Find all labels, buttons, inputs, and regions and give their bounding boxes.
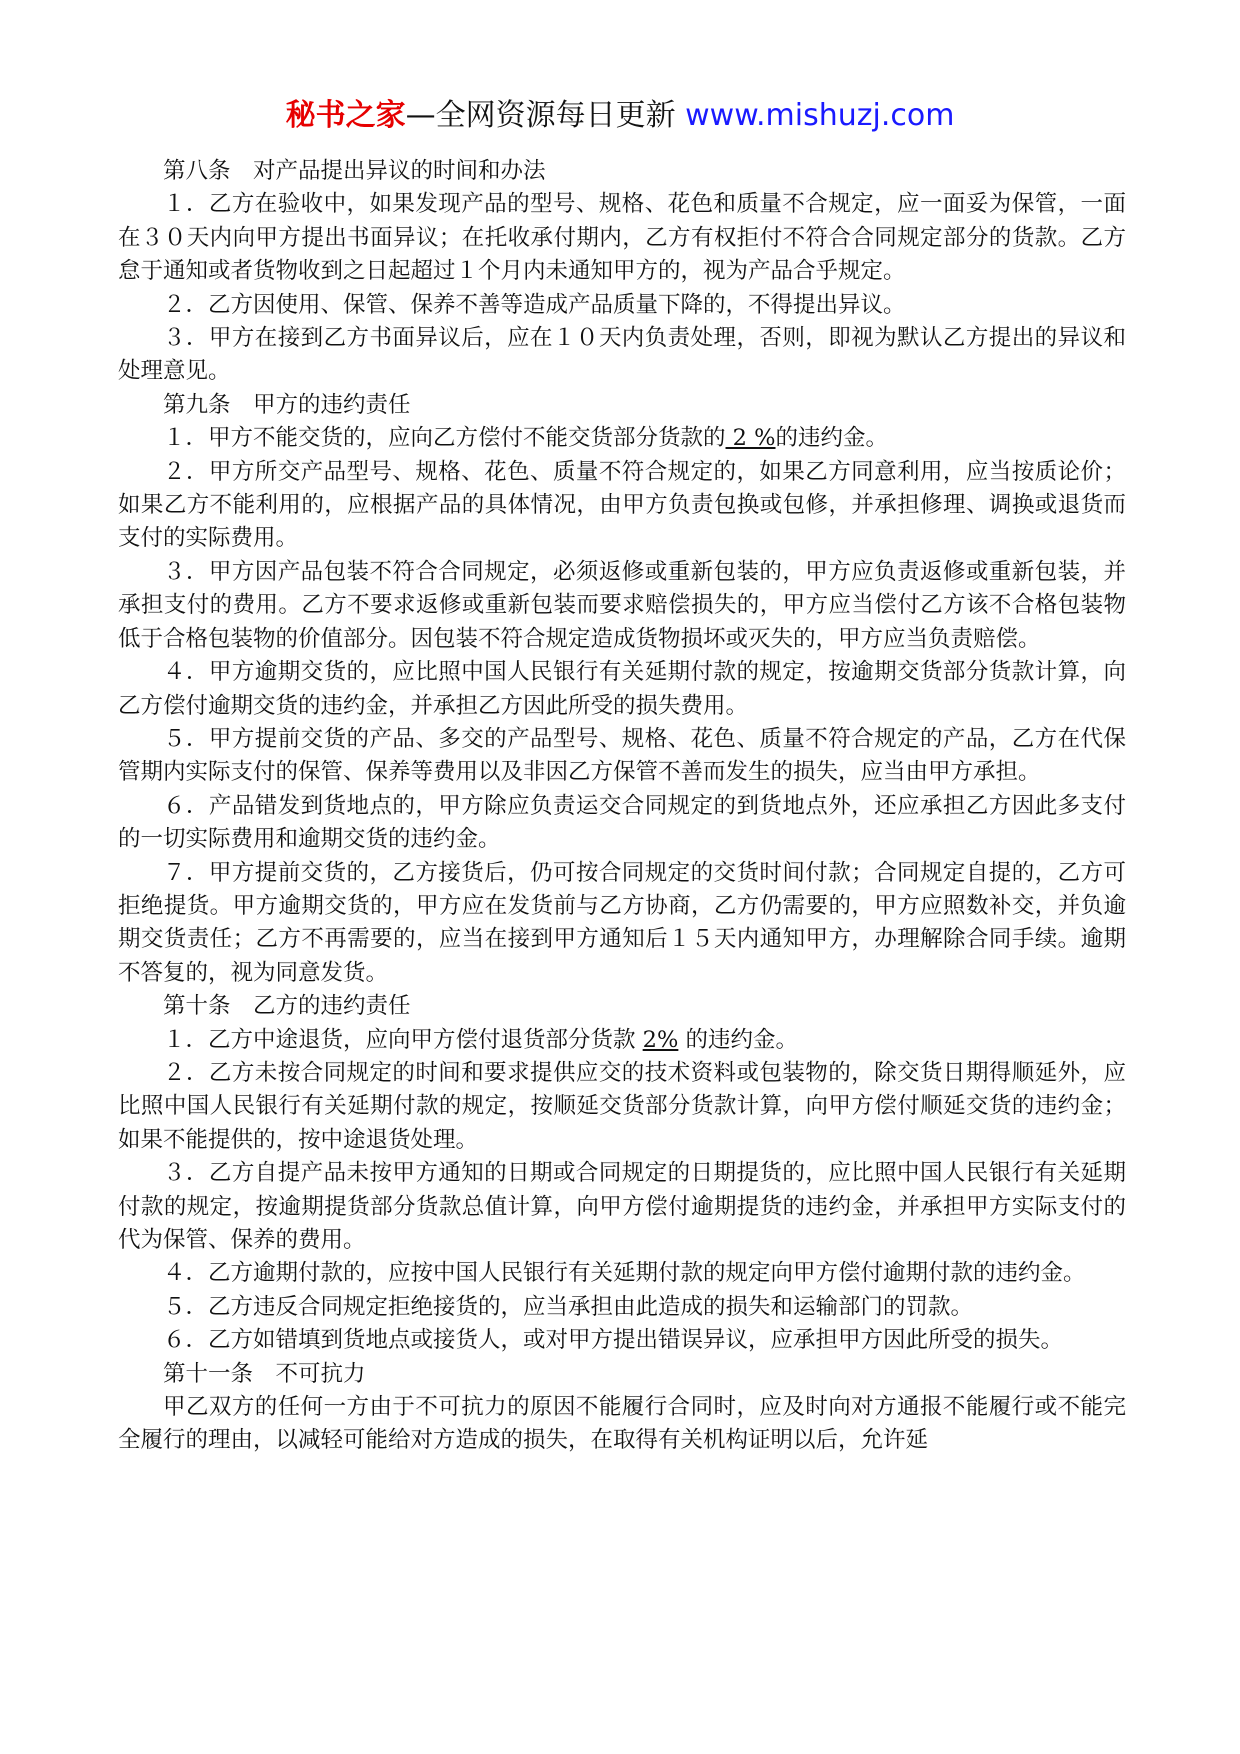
penalty-rate-value: 2 % [725,425,776,452]
article-10-paragraph-3: ３．乙方自提产品未按甲方通知的日期或合同规定的日期提货的，应比照中国人民银行有关延期付款的规定，按逾期提货部分货款总值计算，向甲方偿付逾期提货的违约金，并承担甲方实际支付的代为保管、保养的费用。 [118,1160,1126,1253]
article-8-paragraph-1: １．乙方在验收中，如果发现产品的型号、规格、花色和质量不合规定，应一面妥为保管，一面在３０天内向甲方提出书面异议；在托收承付期内，乙方有权拒付不符合合同规定部分的货款。乙方怠于通知或者货物收到之日起超过１个月内未通知甲方的，视为产品合乎规定。 [118,191,1126,285]
return-penalty-rate-value: 2% [642,1026,679,1053]
article-10-paragraph-4: ４．乙方逾期付款的，应按中国人民银行有关延期付款的规定向甲方偿付逾期付款的违约金。 [163,1260,1086,1287]
article-9-paragraph-4: ４．甲方逾期交货的，应比照中国人民银行有关延期付款的规定，按逾期交货部分货款计算，向乙方偿付逾期交货的违约金，并承担乙方因此所受的损失费用。 [118,659,1126,719]
article-8-paragraph-3: ３．甲方在接到乙方书面异议后，应在１０天内负责处理，否则，即视为默认乙方提出的异议和处理意见。 [118,325,1126,385]
article-10-paragraph-1-text: １．乙方中途退货，应向甲方偿付退货部分货款 [163,1026,643,1053]
article-9-paragraph-1-suffix: 的违约金。 [775,425,889,452]
article-10-paragraph-2: ２．乙方未按合同规定的时间和要求提供应交的技术资料或包装物的，除交货日期得顺延外，应比照中国人民银行有关延期付款的规定，按顺延交货部分货款计算，向甲方偿付顺延交货的违约金；如果不能提供的，按中途退货处理。 [118,1059,1126,1153]
site-tagline: —全网资源每日更新 [405,98,676,133]
article-11-paragraph-1: 甲乙双方的任何一方由于不可抗力的原因不能履行合同时，应及时向对方通报不能履行或不能完全履行的理由，以减轻可能给对方造成的损失，在取得有关机构证明以后，允许延 [118,1394,1126,1454]
article-9-paragraph-1 [118,422,1126,455]
article-10-paragraph-1-suffix: 的违约金。 [678,1026,799,1053]
site-url-link[interactable]: www.mishuzj.com [685,98,955,133]
article-11-title: 第十一条 不可抗力 [163,1360,366,1387]
site-brand: 秘书之家 [285,98,406,133]
article-9-paragraph-5: ５．甲方提前交货的产品、多交的产品型号、规格、花色、质量不符合规定的产品，乙方在代保管期内实际支付的保管、保养等费用以及非因乙方保管不善而发生的损失，应当由甲方承担。 [118,725,1126,786]
article-10-paragraph-1 [118,1024,1126,1057]
article-10-paragraph-5: ５．乙方违反合同规定拒绝接货的，应当承担由此造成的损失和运输部门的罚款。 [163,1293,974,1320]
article-8-paragraph-2: ２．乙方因使用、保管、保养不善等造成产品质量下降的，不得提出异议。 [163,291,906,318]
article-8-title: 第八条 对产品提出异议的时间和办法 [163,158,546,184]
article-9-paragraph-7: ７．甲方提前交货的，乙方接货后，仍可按合同规定的交货时间付款；合同规定自提的，乙方可拒绝提货。甲方逾期交货的，甲方应在发货前与乙方协商，乙方仍需要的，甲方应照数补交，并负逾期交货责任；乙方不再需要的，应当在接到甲方通知后１５天内通知甲方，办理解除合同手续。逾期不答复的，视为同意发货。 [118,859,1126,986]
article-9-paragraph-3: ３．甲方因产品包装不符合合同规定，必须返修或重新包装的，甲方应负责返修或重新包装，并承担支付的费用。乙方不要求返修或重新包装而要求赔偿损失的，甲方应当偿付乙方该不合格包装物低于合格包装物的价值部分。因包装不符合规定造成货物损坏或灭失的，甲方应当负责赔偿。 [118,558,1126,652]
article-9-paragraph-6: ６．产品错发到货地点的，甲方除应负责运交合同规定的到货地点外，还应承担乙方因此多支付的一切实际费用和逾期交货的违约金。 [118,792,1126,853]
article-10-title: 第十条 乙方的违约责任 [163,993,411,1020]
site-header [0,96,1240,136]
article-10-paragraph-6: ６．乙方如错填到货地点或接货人，或对甲方提出错误异议，应承担甲方因此所受的损失。 [163,1327,1064,1354]
article-9-title: 第九条 甲方的违约责任 [163,391,411,418]
document-body [118,155,1126,1458]
article-9-paragraph-1-text: １．甲方不能交货的，应向乙方偿付不能交货部分货款的 [163,425,726,452]
article-9-paragraph-2: ２．甲方所交产品型号、规格、花色、质量不符合规定的，如果乙方同意利用，应当按质论价；如果乙方不能利用的，应根据产品的具体情况，由甲方负责包换或包修，并承担修理、调换或退货而支付的实际费用。 [118,458,1126,552]
